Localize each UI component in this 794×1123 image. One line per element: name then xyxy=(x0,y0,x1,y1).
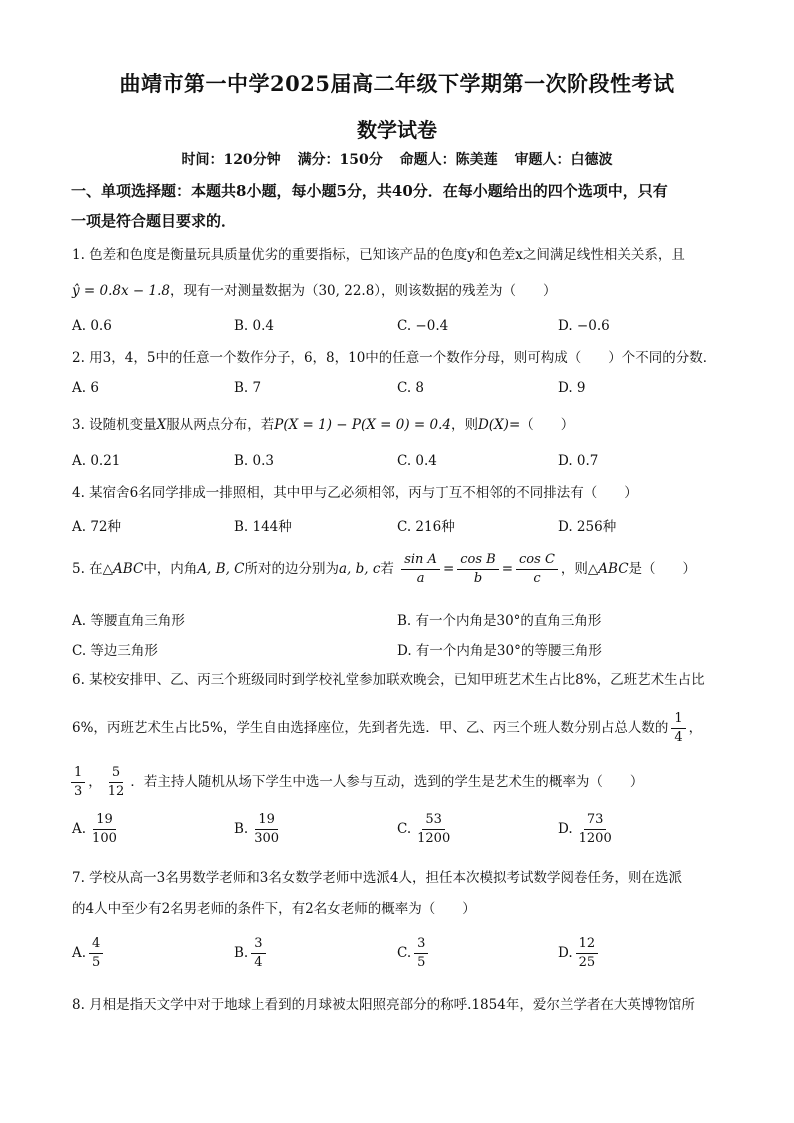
q6-b-fraction xyxy=(251,812,282,847)
q3-text-c: ，则 xyxy=(450,417,478,433)
q6-f3-num: 5 xyxy=(109,765,123,783)
question-7-options xyxy=(72,936,732,976)
q6-fraction-1 xyxy=(671,711,685,746)
q6-a-num: 19 xyxy=(93,812,116,830)
q2-option-a[interactable]: A. 6 xyxy=(72,380,99,396)
q6-text-line3: ．若主持人随机从场下学生中选一人参与互动，选到的学生是艺术生的概率为（ ） xyxy=(130,774,644,790)
question-6-line3 xyxy=(68,762,728,802)
q6-text-line2: 6%，丙班艺术生占比5%，学生自由选择座位，先到者先选．甲、乙、丙三个班人数分别占总人数的 xyxy=(72,720,669,736)
meta-author: 命题人：陈美莲 xyxy=(399,152,498,168)
q7-b-label: B. xyxy=(234,945,249,961)
q6-a-label: A. xyxy=(72,821,87,837)
q5-angles: A, B, C xyxy=(197,561,245,577)
question-1-text: ，现有一对测量数据为（30, 22.8），则该数据的残差为（ ） xyxy=(169,283,557,299)
q6-c-den: 1200 xyxy=(417,831,451,846)
question-6-line1: 6. 某校安排甲、乙、丙三个班级同时到学校礼堂参加联欢晚会，已知甲班艺术生占比8%，乙班艺术生占比 xyxy=(72,672,705,688)
q6-f1-num: 1 xyxy=(671,711,685,729)
q1-option-c[interactable]: C. −0.4 xyxy=(397,318,449,334)
q5-text-d: 若 xyxy=(380,561,394,577)
question-7-line1: 7. 学校从高一3名男数学老师和3名女数学老师中选派4人，担任本次模拟考试数学阅卷任务，则在选派 xyxy=(72,870,682,886)
q6-d-num: 73 xyxy=(584,812,607,830)
q5-f3-den: c xyxy=(533,571,541,586)
q4-option-a[interactable]: A. 72种 xyxy=(72,519,122,535)
q6-d-fraction xyxy=(576,812,615,847)
question-8-line1: 8. 月相是指天文学中对于地球上看到的月球被太阳照亮部分的称呼.1854年，爱尔兰学者在大英博物馆所 xyxy=(72,997,695,1013)
q7-c-fraction xyxy=(414,936,428,971)
q1-option-b[interactable]: B. 0.4 xyxy=(234,318,274,334)
q4-option-d[interactable]: D. 256种 xyxy=(558,519,617,535)
q6-d-label: D. xyxy=(558,821,573,837)
q7-a-label: A. xyxy=(72,945,87,961)
question-6-options xyxy=(72,812,732,852)
q6-b-label: B. xyxy=(234,821,249,837)
q6-f1-den: 4 xyxy=(674,730,683,745)
q6-fraction-3 xyxy=(105,765,128,800)
q7-a-num: 4 xyxy=(89,936,103,954)
question-1-options xyxy=(72,318,732,342)
q3-text-a: 3. 设随机变量 xyxy=(72,417,157,433)
q7-d-fraction xyxy=(576,936,599,971)
q7-d-label: D. xyxy=(558,945,573,961)
q7-d-den: 25 xyxy=(578,955,596,970)
q5-sides: a, b, c xyxy=(338,561,381,577)
q6-sep: ， xyxy=(88,774,102,790)
q6-b-den: 300 xyxy=(254,831,280,846)
q3-expression: P(X = 1) − P(X = 0) = 0.4 xyxy=(274,417,451,433)
q7-option-d[interactable] xyxy=(558,936,601,971)
question-3-line1 xyxy=(72,415,732,435)
q6-f2-num: 1 xyxy=(71,765,85,783)
q5-option-d[interactable]: D. 有一个内角是30°的等腰三角形 xyxy=(397,643,602,659)
q2-option-b[interactable]: B. 7 xyxy=(234,380,262,396)
exam-subtitle: 数学试卷 xyxy=(357,118,437,142)
q7-option-b[interactable] xyxy=(234,936,269,971)
exam-title: 曲靖市第一中学2025届高二年级下学期第一次阶段性考试 xyxy=(119,71,675,96)
q3-var: X xyxy=(156,417,167,433)
question-6-line2 xyxy=(72,708,732,748)
q5-f3-num: cos C xyxy=(516,552,558,570)
question-3-options xyxy=(72,453,732,477)
question-1-line2 xyxy=(72,281,732,301)
meta-time: 时间：120分钟 xyxy=(181,152,281,168)
q3-text-b: 服从两点分布，若 xyxy=(166,417,275,433)
q7-option-a[interactable] xyxy=(72,936,106,971)
q3-option-c[interactable]: C. 0.4 xyxy=(397,453,437,469)
q7-b-den: 4 xyxy=(254,955,263,970)
q5-f1-num: sin A xyxy=(401,552,440,570)
q6-option-c[interactable] xyxy=(397,812,456,847)
q3-option-d[interactable]: D. 0.7 xyxy=(558,453,599,469)
question-1-line1: 1. 色差和色度是衡量玩具质量优劣的重要指标，已知该产品的色度y和色差x之间满足线性相关关系，且 xyxy=(72,247,685,263)
q2-option-c[interactable]: C. 8 xyxy=(397,380,425,396)
q5-option-b[interactable]: B. 有一个内角是30°的直角三角形 xyxy=(397,613,602,629)
q3-variance: D(X) xyxy=(477,417,509,433)
q5-f2-num: cos B xyxy=(457,552,498,570)
q7-option-c[interactable] xyxy=(397,936,431,971)
q5-fraction-3 xyxy=(516,552,558,587)
q6-b-num: 19 xyxy=(255,812,278,830)
q7-c-num: 3 xyxy=(414,936,428,954)
q5-f1-den: a xyxy=(416,571,425,586)
meta-reviewer: 审题人：白德波 xyxy=(514,152,613,168)
q6-c-num: 53 xyxy=(422,812,445,830)
q2-option-d[interactable]: D. 9 xyxy=(558,380,586,396)
q6-option-b[interactable] xyxy=(234,812,285,847)
q6-a-den: 100 xyxy=(92,831,117,846)
section-heading xyxy=(71,176,731,236)
question-2-options xyxy=(72,380,732,404)
question-2-line1: 2. 用3，4，5中的任意一个数作分子，6，8，10中的任意一个数作分母，则可构成（ ）个不同的分数． xyxy=(72,350,717,366)
exam-meta xyxy=(0,149,794,169)
q5-text-c: 所对的边分别为 xyxy=(244,561,339,577)
q7-c-den: 5 xyxy=(417,955,426,970)
q6-a-fraction xyxy=(89,812,120,847)
q7-a-den: 5 xyxy=(92,955,101,970)
q1-option-a[interactable]: A. 0.6 xyxy=(72,318,112,334)
q5-text-a: 5. 在 xyxy=(72,561,103,577)
q5-option-a[interactable]: A. 等腰直角三角形 xyxy=(72,613,185,629)
q5-text-f: 是（ ） xyxy=(628,561,697,577)
q5-triangle-2: △ABC xyxy=(587,561,629,577)
q5-fraction-2 xyxy=(457,552,498,587)
q5-fraction-1 xyxy=(401,552,440,587)
q6-comma: ， xyxy=(688,720,703,736)
q5-option-c[interactable]: C. 等边三角形 xyxy=(72,643,158,659)
q3-text-d: =（ ） xyxy=(508,417,575,433)
q7-d-num: 12 xyxy=(576,936,599,954)
q7-c-label: C. xyxy=(397,945,412,961)
q6-f3-den: 12 xyxy=(107,784,125,799)
question-5-options-row2 xyxy=(72,639,732,663)
question-5-line1: 5. 在△ABC中，内角A, B, C所对的边分别为a, b, c若 $\frac{\text{sin A}}{a}$ = $\frac{\text{cos B}}{b}$ = $\frac{\text{cos C}}{c}$ ，则△ABC是（ ） xyxy=(72,552,697,586)
q5-triangle: △ABC xyxy=(102,561,144,577)
meta-score: 满分：150分 xyxy=(297,152,383,168)
q6-f2-den: 3 xyxy=(74,784,83,799)
q1-option-d[interactable]: D. −0.6 xyxy=(558,318,610,334)
q6-fraction-2 xyxy=(71,765,85,800)
question-4-line1: 4. 某宿舍6名同学排成一排照相，其中甲与乙必须相邻，丙与丁互不相邻的不同排法有（ ） xyxy=(72,485,638,501)
q6-c-label: C. xyxy=(397,821,412,837)
q5-f2-den: b xyxy=(473,571,483,586)
regression-equation: ŷ = 0.8x − 1.8 xyxy=(72,283,170,299)
q3-option-a[interactable]: A. 0.21 xyxy=(72,453,121,469)
question-4-options xyxy=(72,515,732,539)
q5-text-e: ，则 xyxy=(560,561,588,577)
section-heading-line1: 一、单项选择题：本题共8小题，每小题5分，共40分．在每小题给出的四个选项中，只有 xyxy=(71,182,668,200)
q3-option-b[interactable]: B. 0.3 xyxy=(234,453,274,469)
question-5-options-row1 xyxy=(72,609,732,633)
section-heading-line2: 一项是符合题目要求的． xyxy=(71,212,237,230)
q7-a-fraction xyxy=(89,936,103,971)
q6-option-d[interactable] xyxy=(558,812,618,847)
question-7-line2: 的4人中至少有2名男老师的条件下，有2名女老师的概率为（ ） xyxy=(72,901,476,917)
q6-c-fraction xyxy=(414,812,453,847)
q6-d-den: 1200 xyxy=(578,831,612,846)
q4-option-c[interactable]: C. 216种 xyxy=(397,519,455,535)
q7-b-fraction xyxy=(251,936,265,971)
q7-b-num: 3 xyxy=(251,936,265,954)
q5-text-b: 中，内角 xyxy=(143,561,198,577)
q6-option-a[interactable] xyxy=(72,812,123,847)
q4-option-b[interactable]: B. 144种 xyxy=(234,519,292,535)
